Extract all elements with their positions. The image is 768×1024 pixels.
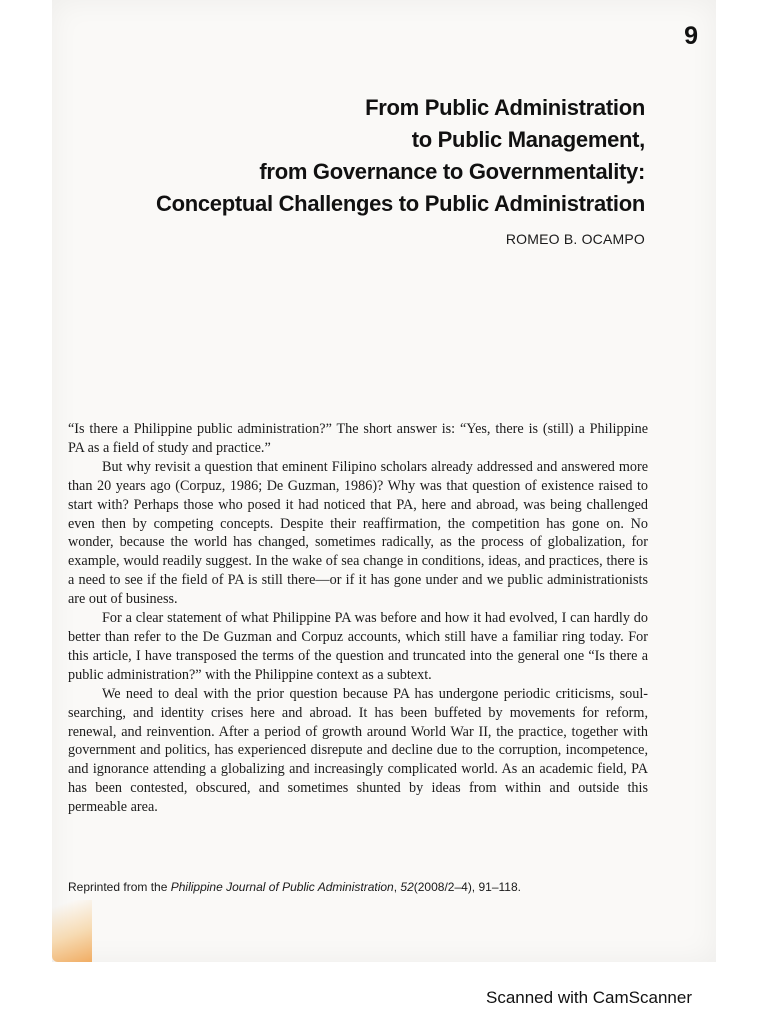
footnote-separator: , [393,880,401,894]
scanner-watermark: Scanned with CamScanner [485,988,692,1007]
title-line-1: From Public Administration [365,95,645,120]
paragraph: “Is there a Philippine public administration?” The short answer is: “Yes, there is (still) a Philippine PA as a field of study and practice.” [68,421,648,456]
reprint-footnote [68,880,668,894]
footnote-prefix: Reprinted from the [68,880,171,894]
footnote-volume: 52 [400,880,414,894]
body-text [68,420,648,817]
author-name: ROMEO B. OCAMPO [505,231,645,247]
footnote-issue-pages: (2008/2–4), 91–118. [413,880,521,894]
paragraph: But why revisit a question that eminent Filipino scholars already addressed and answered more than 20 years ago (Corpuz, 1986; De Guzman, 1986)? Why was that question of existence raised to start with? Perhaps those who posed it had noticed that PA, here and abroad, was being challenged even then by competing concepts. Despite their reaffirmation, the competition has gone on. No wonder, because the world has changed, sometimes radically, as the process of globalization, for example, would readily suggest. In the wake of sea change in conditions, ideas, and practices, there is a need to see if the field of PA is still there—or if it has gone under and we public administrationists are out of business. [68,458,648,608]
title-line-4: Conceptual Challenges to Public Administration [156,191,645,216]
title-line-3: from Governance to Governmentality: [259,159,645,184]
paragraph: We need to deal with the prior question because PA has undergone periodic criticisms, soul-searching, and identity crises here and abroad. It has been buffeted by movements for reform, renewal, and reinvention. After a period of growth around World War II, the practice, together with government and politics, has experienced disrepute and decline due to the corruption, incompetence, and ignorance attending a globalizing and increasingly complicated world. As an academic field, PA has been contested, obscured, and sometimes shunted by ideas from within and outside this permeable area. [68,685,648,816]
title-line-2: to Public Management, [411,127,645,152]
footnote-journal: Philippine Journal of Public Administration [170,880,394,894]
paragraph: For a clear statement of what Philippine PA was before and how it had evolved, I can hardly do better than refer to the De Guzman and Corpuz accounts, which still have a familiar ring today. For this article, I have transposed the terms of the question and truncated into the general one “Is there a public administration?” with the Philippine context as a subtext. [68,610,648,683]
page-corner-stain [52,900,92,962]
chapter-title [65,92,645,220]
chapter-number: 9 [684,22,698,50]
